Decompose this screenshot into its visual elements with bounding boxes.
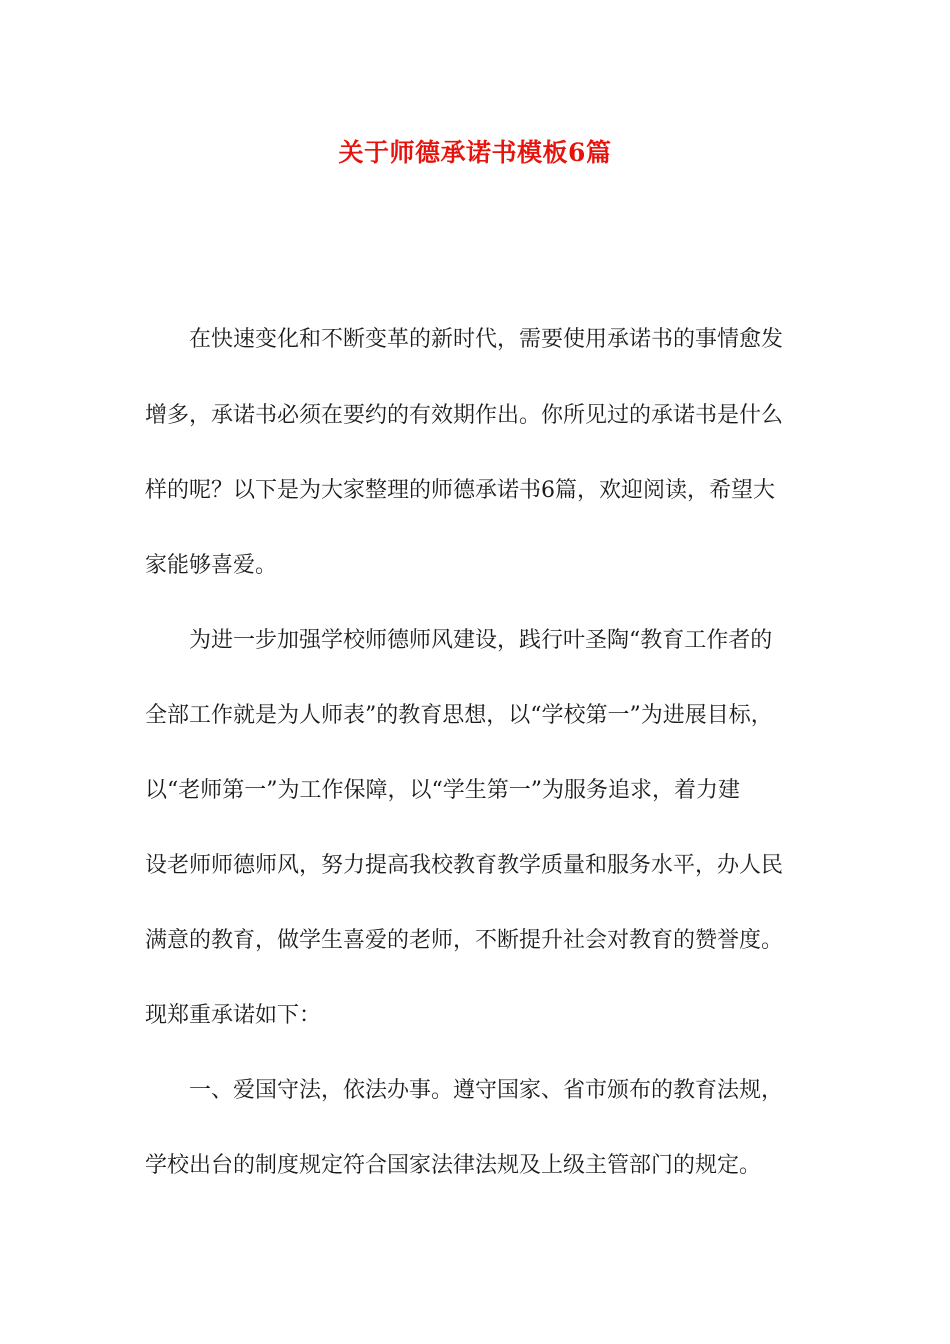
paragraph-1-line-1: 在快速变化和不断变革的新时代，需要使用承诺书的事情愈发 — [189, 327, 784, 352]
paragraph-2-line-3: 以“老师第一”为工作保障，以“学生第一”为服务追求，着力建 — [145, 778, 740, 803]
paragraph-2-line-5: 满意的教育，做学生喜爱的老师，不断提升社会对教育的赞誉度。 — [145, 928, 784, 953]
paragraph-2-line-6: 现郑重承诺如下： — [145, 1003, 322, 1028]
paragraph-2-line-4: 设老师师德师风，努力提高我校教育教学质量和服务水平，办人民 — [145, 853, 784, 878]
document-title: 关于师德承诺书模板6篇 — [338, 138, 612, 167]
paragraph-1-line-2: 增多，承诺书必须在要约的有效期作出。你所见过的承诺书是什么 — [145, 403, 784, 428]
paragraph-2-line-1: 为进一步加强学校师德师风建设，践行叶圣陶“教育工作者的 — [189, 628, 773, 653]
paragraph-2-line-2: 全部工作就是为人师表”的教育思想，以“学校第一”为进展目标， — [145, 703, 773, 728]
paragraph-1-line-4: 家能够喜爱。 — [145, 553, 278, 578]
paragraph-3-line-1: 一、爱国守法，依法办事。遵守国家、省市颁布的教育法规， — [189, 1078, 784, 1103]
paragraph-3-line-2: 学校出台的制度规定符合国家法律法规及上级主管部门的规定。 — [145, 1153, 762, 1178]
paragraph-1-line-3: 样的呢？以下是为大家整理的师德承诺书6篇，欢迎阅读，希望大 — [145, 478, 775, 503]
